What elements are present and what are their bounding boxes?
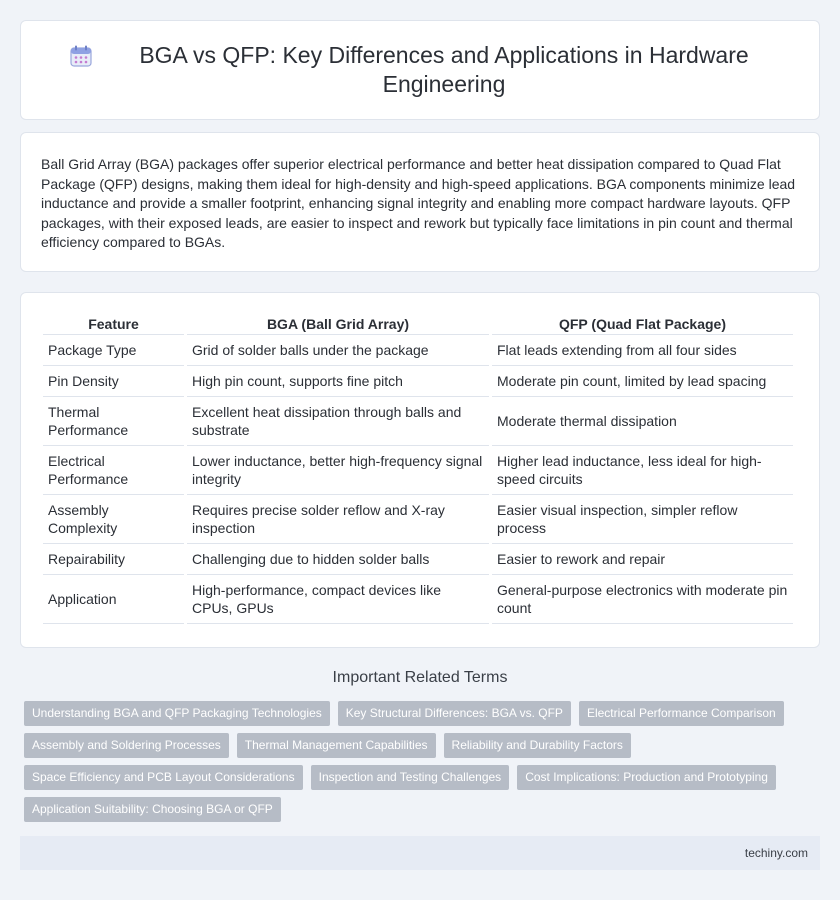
comparison-table-card	[20, 292, 820, 648]
related-term-tag[interactable]: Thermal Management Capabilities	[237, 733, 436, 758]
header-card	[20, 20, 820, 120]
table-row	[43, 366, 793, 397]
table-cell-bga: High-performance, compact devices like CPUs, GPUs	[187, 575, 489, 624]
table-cell-feature: Assembly Complexity	[43, 495, 184, 544]
table-cell-qfp: General-purpose electronics with moderate pin count	[492, 575, 793, 624]
table-cell-feature: Application	[43, 575, 184, 624]
footer	[20, 836, 820, 870]
related-term-tag[interactable]: Assembly and Soldering Processes	[24, 733, 229, 758]
footer-brand-link[interactable]: techiny.com	[744, 846, 808, 860]
table-cell-feature: Package Type	[43, 335, 184, 366]
table-row	[43, 446, 793, 495]
table-cell-bga: High pin count, supports fine pitch	[187, 366, 489, 397]
table-cell-bga: Excellent heat dissipation through balls and substrate	[187, 397, 489, 446]
column-header-feature: Feature	[43, 313, 184, 335]
table-cell-feature: Pin Density	[43, 366, 184, 397]
table-cell-feature: Electrical Performance	[43, 446, 184, 495]
related-term-tag[interactable]: Cost Implications: Production and Prototyping	[517, 765, 776, 790]
table-row	[43, 544, 793, 575]
table-cell-bga: Lower inductance, better high-frequency signal integrity	[187, 446, 489, 495]
table-cell-qfp: Easier to rework and repair	[492, 544, 793, 575]
page-title: BGA vs QFP: Key Differences and Applications in Hardware Engineering	[139, 42, 749, 97]
related-term-tag[interactable]: Key Structural Differences: BGA vs. QFP	[338, 701, 571, 726]
table-cell-feature: Thermal Performance	[43, 397, 184, 446]
table-cell-bga: Requires precise solder reflow and X-ray inspection	[187, 495, 489, 544]
intro-card	[20, 132, 820, 272]
table-row	[43, 575, 793, 624]
related-terms-list	[24, 701, 814, 829]
table-cell-bga: Grid of solder balls under the package	[187, 335, 489, 366]
table-header-row	[43, 313, 793, 335]
related-term-tag[interactable]: Space Efficiency and PCB Layout Considerations	[24, 765, 303, 790]
related-terms-title: Important Related Terms	[332, 669, 508, 686]
table-row	[43, 397, 793, 446]
table-cell-bga: Challenging due to hidden solder balls	[187, 544, 489, 575]
table-cell-feature: Repairability	[43, 544, 184, 575]
column-header-bga: BGA (Ball Grid Array)	[187, 313, 489, 335]
table-cell-qfp: Moderate thermal dissipation	[492, 397, 793, 446]
intro-paragraph: Ball Grid Array (BGA) packages offer superior electrical performance and better heat dissipation compared to Quad Flat Package (QFP) designs, making them ideal for high-density and high-speed applications. BGA components minimize lead inductance and provide a smaller footprint, enhancing signal integrity and enabling more compact hardware layouts. QFP packages, with their exposed leads, are easier to inspect and rework but typically face limitations in pin count and thermal efficiency compared to BGAs.	[41, 156, 796, 250]
table-row	[43, 335, 793, 366]
related-term-tag[interactable]: Inspection and Testing Challenges	[311, 765, 510, 790]
calendar-icon	[70, 45, 92, 67]
related-term-tag[interactable]: Electrical Performance Comparison	[579, 701, 784, 726]
table-cell-qfp: Higher lead inductance, less ideal for high-speed circuits	[492, 446, 793, 495]
table-row	[43, 495, 793, 544]
table-cell-qfp: Moderate pin count, limited by lead spacing	[492, 366, 793, 397]
related-term-tag[interactable]: Understanding BGA and QFP Packaging Technologies	[24, 701, 330, 726]
related-term-tag[interactable]: Application Suitability: Choosing BGA or QFP	[24, 797, 281, 822]
table-cell-qfp: Flat leads extending from all four sides	[492, 335, 793, 366]
title-wrap	[70, 41, 770, 99]
column-header-qfp: QFP (Quad Flat Package)	[492, 313, 793, 335]
table-cell-qfp: Easier visual inspection, simpler reflow process	[492, 495, 793, 544]
comparison-table	[40, 313, 796, 624]
related-term-tag[interactable]: Reliability and Durability Factors	[444, 733, 631, 758]
